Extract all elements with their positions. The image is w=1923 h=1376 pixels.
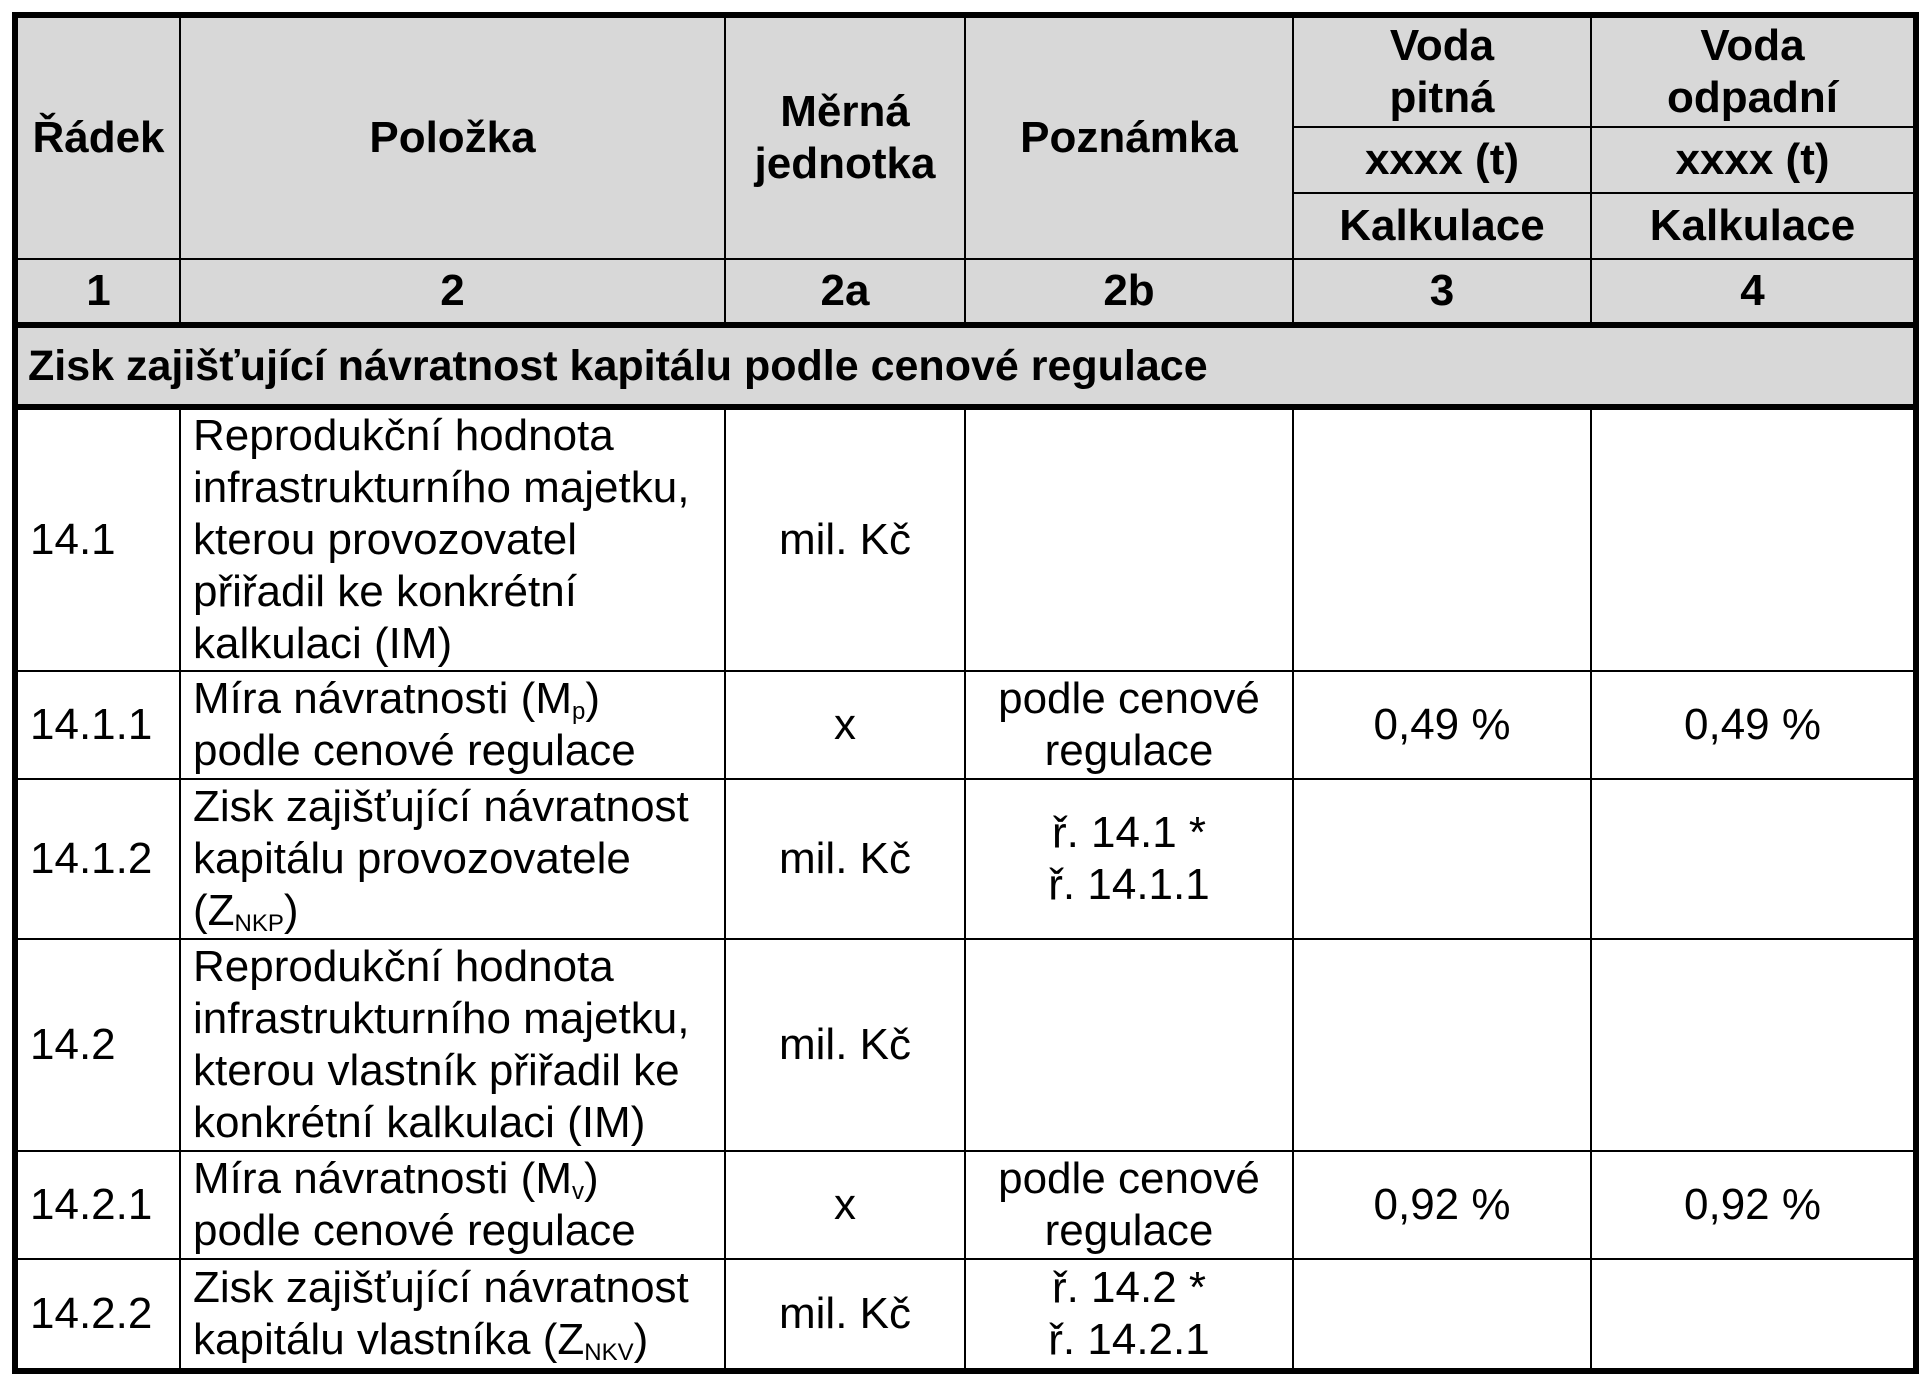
column-number-row xyxy=(15,259,1916,325)
row-value-waste: 0,49 % xyxy=(1591,671,1916,779)
row-note: ř. 14.1 * ř. 14.1.1 xyxy=(965,779,1293,939)
row-value-waste xyxy=(1591,779,1916,939)
table-row xyxy=(15,1259,1916,1371)
header-calc-waste: Kalkulace xyxy=(1591,193,1916,259)
row-id: 14.2.2 xyxy=(15,1259,180,1371)
row-value-drink: 0,92 % xyxy=(1293,1151,1591,1259)
row-value-drink xyxy=(1293,407,1591,671)
column-number: 4 xyxy=(1591,259,1916,325)
table-row xyxy=(15,407,1916,671)
header-water-waste: Voda odpadní xyxy=(1591,15,1916,127)
row-id: 14.2.1 xyxy=(15,1151,180,1259)
header-item-col: Položka xyxy=(180,15,725,259)
row-note xyxy=(965,939,1293,1151)
row-value-waste xyxy=(1591,1259,1916,1371)
column-number: 3 xyxy=(1293,259,1591,325)
row-note: podle cenové regulace xyxy=(965,671,1293,779)
row-unit: mil. Kč xyxy=(725,407,965,671)
row-value-drink: 0,49 % xyxy=(1293,671,1591,779)
section-row xyxy=(15,325,1916,407)
row-item: Reprodukční hodnota infrastrukturního majetku, kterou provozovatel přiřadil ke konkrétní kalkulaci (IM) xyxy=(180,407,725,671)
row-unit: mil. Kč xyxy=(725,779,965,939)
header-water-drink: Voda pitná xyxy=(1293,15,1591,127)
row-value-waste xyxy=(1591,939,1916,1151)
header-row-col: Řádek xyxy=(15,15,180,259)
row-unit: x xyxy=(725,1151,965,1259)
row-value-waste xyxy=(1591,407,1916,671)
row-note: podle cenové regulace xyxy=(965,1151,1293,1259)
row-unit: mil. Kč xyxy=(725,1259,965,1371)
row-note xyxy=(965,407,1293,671)
row-unit: x xyxy=(725,671,965,779)
row-value-drink xyxy=(1293,1259,1591,1371)
row-id: 14.2 xyxy=(15,939,180,1151)
column-number: 1 xyxy=(15,259,180,325)
row-unit: mil. Kč xyxy=(725,939,965,1151)
table-row xyxy=(15,939,1916,1151)
row-note: ř. 14.2 * ř. 14.2.1 xyxy=(965,1259,1293,1371)
header-note-col: Poznámka xyxy=(965,15,1293,259)
table-row xyxy=(15,1151,1916,1259)
column-number: 2b xyxy=(965,259,1293,325)
row-value-waste: 0,92 % xyxy=(1591,1151,1916,1259)
row-id: 14.1.1 xyxy=(15,671,180,779)
regulation-table xyxy=(12,12,1919,1374)
row-id: 14.1 xyxy=(15,407,180,671)
header-year-drink: xxxx (t) xyxy=(1293,127,1591,193)
section-title: Zisk zajišťující návratnost kapitálu podle cenové regulace xyxy=(15,325,1916,407)
row-item: Zisk zajišťující návratnost kapitálu vlastníka $(Z_{NKV})$ xyxy=(180,1259,725,1371)
row-item: Míra návratnosti $(M_p)$ podle cenové regulace xyxy=(180,671,725,779)
header-unit-col: Měrná jednotka xyxy=(725,15,965,259)
row-value-drink xyxy=(1293,779,1591,939)
row-item: Zisk zajišťující návratnost kapitálu provozovatele $(Z_{NKP})$ xyxy=(180,779,725,939)
column-number: 2 xyxy=(180,259,725,325)
table-row xyxy=(15,779,1916,939)
header-calc-drink: Kalkulace xyxy=(1293,193,1591,259)
header-year-waste: xxxx (t) xyxy=(1591,127,1916,193)
row-item: Reprodukční hodnota infrastrukturního majetku, kterou vlastník přiřadil ke konkrétní kalkulaci (IM) xyxy=(180,939,725,1151)
row-id: 14.1.2 xyxy=(15,779,180,939)
table-row xyxy=(15,671,1916,779)
row-item: Míra návratnosti $(M_v)$ podle cenové regulace xyxy=(180,1151,725,1259)
row-value-drink xyxy=(1293,939,1591,1151)
column-number: 2a xyxy=(725,259,965,325)
